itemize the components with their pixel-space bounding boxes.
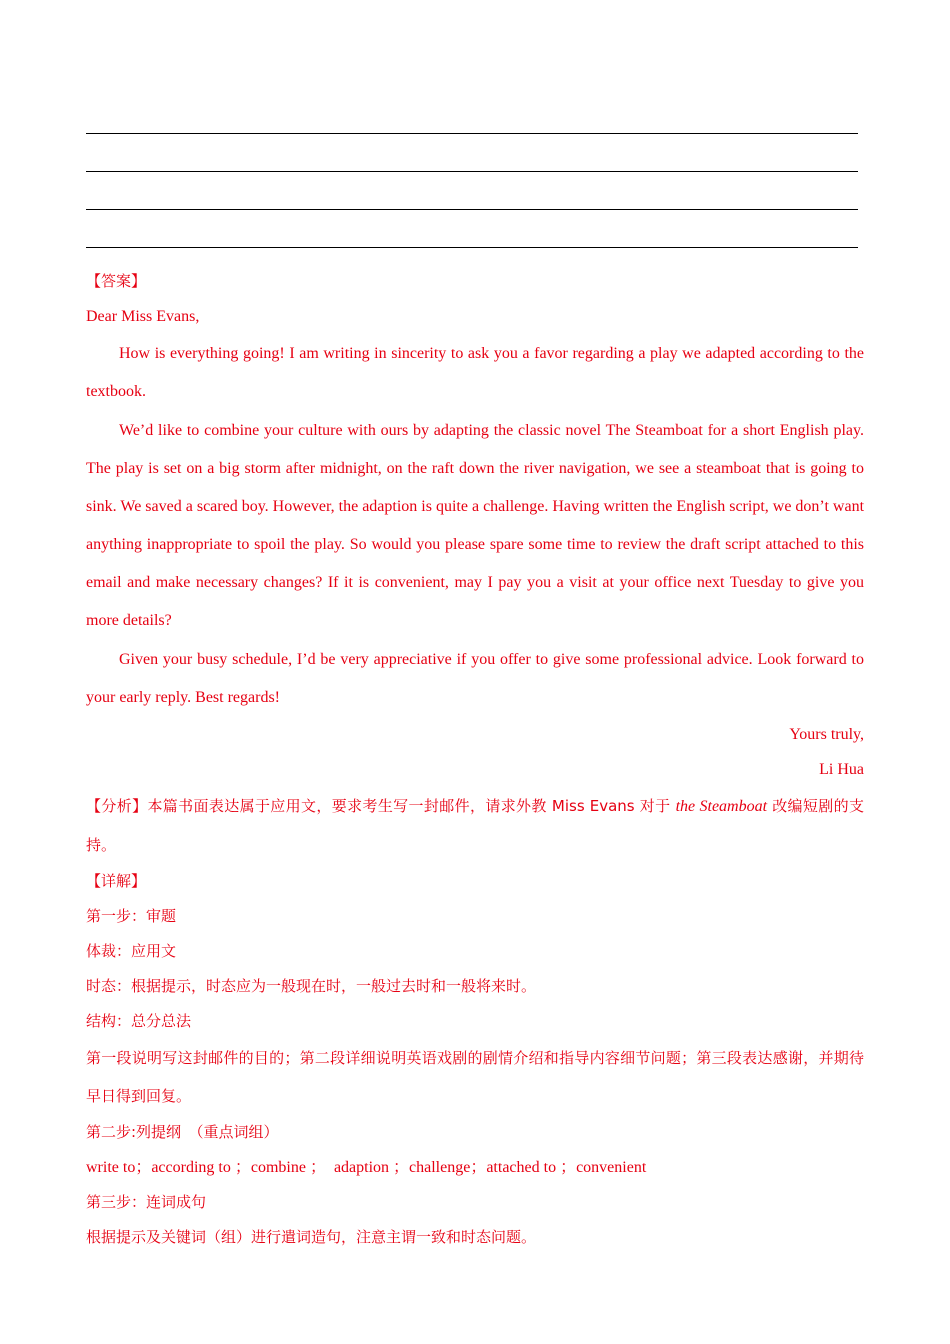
step3-title: 第三步：连词成句 xyxy=(86,1193,207,1211)
letter-paragraph-3: Given your busy schedule, I’d be very appreciative if you offer to give some professional advice. Look forward to your early reply. Best regards! xyxy=(86,651,864,706)
step3-detail: 根据提示及关键词（组）进行遣词造句，注意主谓一致和时态问题。 xyxy=(86,1228,537,1246)
blank-line xyxy=(86,172,858,210)
key-phrases: write to；according to ；combine ； adaption ；challenge；attached to ；convenient xyxy=(86,1159,647,1176)
analysis-text-before: 本篇书面表达属于应用文，要求考生写一封邮件，请求外教 Miss Evans 对于 xyxy=(147,797,676,815)
structure-line: 结构：总分总法 xyxy=(86,1012,192,1030)
letter-paragraph-2: We’d like to combine your culture with ours by adapting the classic novel The Steamboat for a short English play. The play is set on a big storm after midnight, on the raft down the river navigation, we see a steamboat that is going to sink. We saved a scared boy. However, the adaption is quite a challenge. Having written the English script, we don’t want anything inappropriate to spoil the play. So would you please spare some time to review the draft script attached to this email and make necessary changes? If it is convenient, may I pay you a visit at your office next Tuesday to give you more details? xyxy=(86,422,865,629)
step1-title: 第一步：审题 xyxy=(86,907,177,925)
analysis-label: 【分析】 xyxy=(86,797,148,815)
blank-line xyxy=(86,115,858,134)
analysis-paragraph xyxy=(86,787,864,864)
blank-line xyxy=(86,210,858,248)
genre-line: 体裁：应用文 xyxy=(86,942,177,960)
analysis-italic-title: the Steamboat xyxy=(675,798,768,815)
blank-line xyxy=(86,134,858,172)
letter-closing: Yours truly, xyxy=(789,726,864,743)
letter-greeting: Dear Miss Evans, xyxy=(86,308,200,325)
analysis-text-after: 改编短剧的支持。 xyxy=(86,797,864,854)
detail-label: 【详解】 xyxy=(86,872,147,890)
step2-title: 第二步:列提纲 （重点词组） xyxy=(86,1123,279,1141)
answer-content xyxy=(86,264,864,1255)
writing-blank-lines xyxy=(86,115,858,248)
tense-line: 时态：根据提示，时态应为一般现在时，一般过去时和一般将来时。 xyxy=(86,977,537,995)
letter-paragraph-1: How is everything going! I am writing in sincerity to ask you a favor regarding a play we adapted according to the textbook. xyxy=(86,345,864,400)
letter-signature: Li Hua xyxy=(819,761,864,778)
structure-detail: 第一段说明写这封邮件的目的；第二段详细说明英语戏剧的剧情介绍和指导内容细节问题；第三段表达感谢，并期待早日得到回复。 xyxy=(86,1049,864,1105)
answer-label: 【答案】 xyxy=(86,272,147,290)
